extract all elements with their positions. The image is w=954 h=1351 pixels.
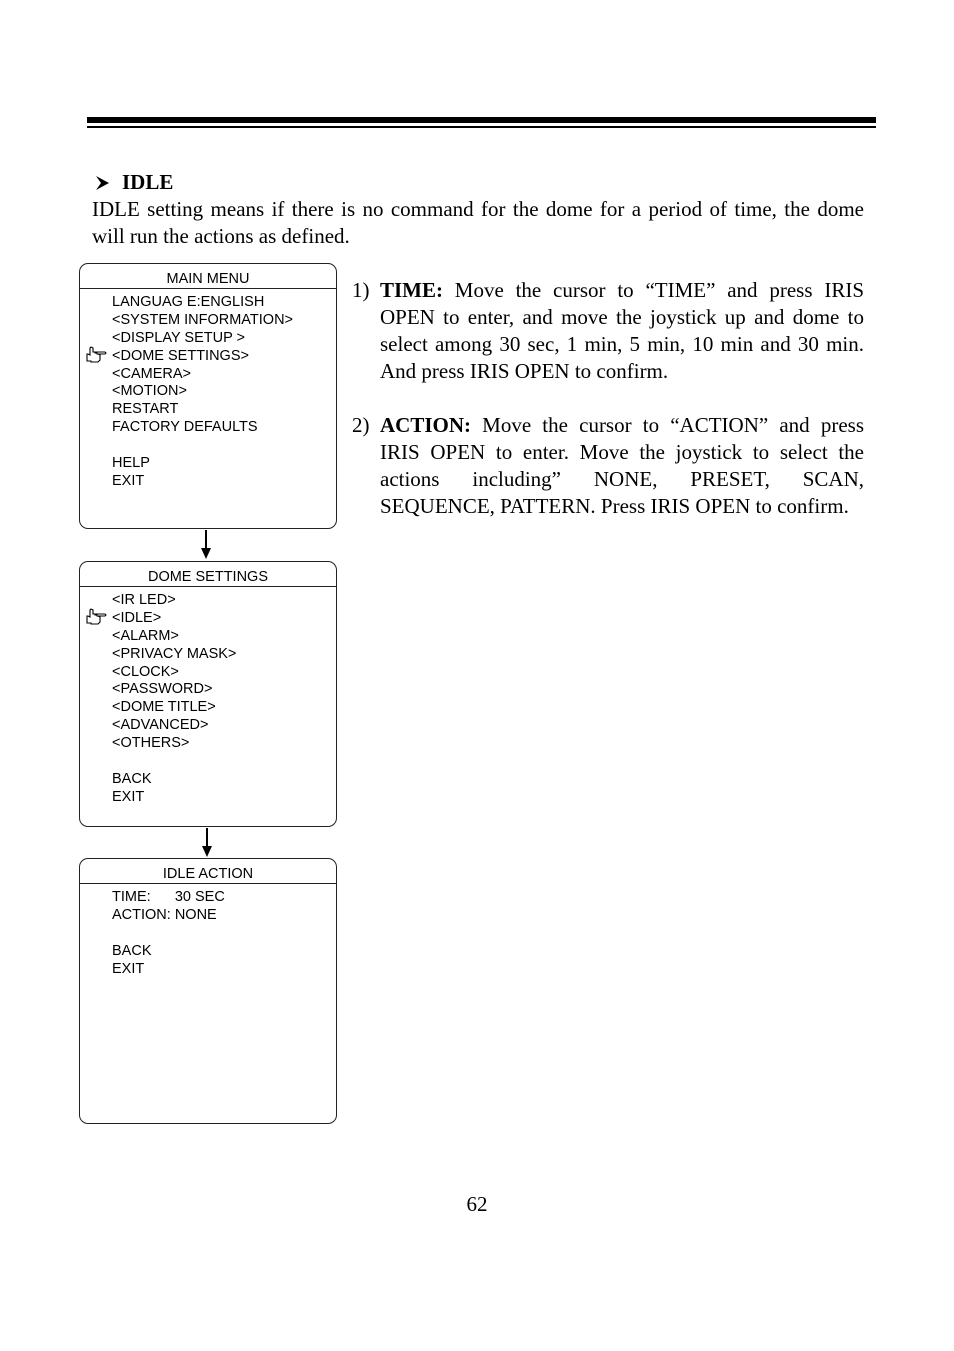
main-menu-item[interactable] bbox=[112, 382, 293, 400]
dome-settings-item[interactable] bbox=[112, 698, 236, 716]
steps-list bbox=[352, 277, 864, 520]
dome-settings-item[interactable] bbox=[112, 734, 236, 752]
idle-action-title: IDLE ACTION bbox=[80, 859, 336, 884]
menu-item-label: <CAMERA> bbox=[112, 365, 191, 382]
dome-settings-list bbox=[112, 591, 236, 806]
page-number: 62 bbox=[466, 1192, 488, 1216]
dome-settings-item[interactable] bbox=[112, 770, 236, 788]
menu-item-label: RESTART bbox=[112, 401, 179, 418]
step-number: 2) bbox=[352, 413, 370, 437]
menu-spacer bbox=[112, 924, 225, 942]
header-rule-thin bbox=[87, 126, 876, 128]
main-menu-panel bbox=[79, 263, 337, 529]
dome-settings-item[interactable] bbox=[112, 645, 236, 663]
main-menu-title: MAIN MENU bbox=[80, 264, 336, 289]
main-menu-item[interactable] bbox=[112, 472, 293, 490]
menu-spacer bbox=[112, 752, 236, 770]
step-body bbox=[380, 277, 864, 385]
menu-item-label: <IR LED> bbox=[112, 592, 176, 608]
menu-item-label: <IDLE> bbox=[112, 609, 162, 626]
section-heading bbox=[92, 170, 173, 195]
idle-action-item[interactable] bbox=[112, 960, 225, 978]
menu-item-label: ACTION: NONE bbox=[112, 906, 217, 923]
step-item bbox=[352, 412, 864, 520]
dome-settings-item[interactable] bbox=[112, 788, 236, 806]
main-menu-item[interactable] bbox=[112, 311, 293, 329]
dome-settings-item[interactable] bbox=[112, 663, 236, 681]
idle-action-list bbox=[112, 888, 225, 977]
idle-action-item[interactable] bbox=[112, 888, 225, 906]
dome-settings-item[interactable] bbox=[112, 716, 236, 734]
step-body bbox=[380, 412, 864, 520]
menu-item-label: EXIT bbox=[112, 472, 145, 489]
menu-item-label: LANGUAG E:ENGLISH bbox=[112, 294, 265, 310]
dome-settings-item[interactable] bbox=[112, 591, 236, 609]
step-text: Move the cursor to “ACTION” and press IRIS OPEN to enter. Move the joystick to select the actions including” NONE, PRESET, SCAN, SEQUENCE, PATTERN. Press IRIS OPEN to confirm. bbox=[380, 413, 864, 518]
section-title: IDLE bbox=[122, 170, 174, 194]
menu-item-label: TIME: 30 SEC bbox=[112, 889, 225, 905]
main-menu-item[interactable] bbox=[112, 418, 293, 436]
menu-item-label: <PRIVACY MASK> bbox=[112, 645, 237, 662]
arrow-down-icon bbox=[200, 530, 212, 560]
idle-action-item[interactable] bbox=[112, 942, 225, 960]
dome-settings-title: DOME SETTINGS bbox=[80, 562, 336, 587]
main-menu-list bbox=[112, 293, 293, 490]
menu-item-label: BACK bbox=[112, 942, 152, 959]
menu-item-label: <MOTION> bbox=[112, 383, 187, 400]
step-label: TIME: bbox=[380, 278, 443, 302]
menu-item-label: <SYSTEM INFORMATION> bbox=[112, 311, 294, 328]
dome-settings-item[interactable] bbox=[112, 680, 236, 698]
menu-item-label: FACTORY DEFAULTS bbox=[112, 419, 258, 436]
menu-item-label: EXIT bbox=[112, 788, 145, 805]
arrow-down-icon bbox=[201, 828, 213, 858]
main-menu-item[interactable] bbox=[112, 293, 293, 311]
dome-settings-item[interactable] bbox=[112, 609, 236, 627]
main-menu-item[interactable] bbox=[112, 400, 293, 418]
menu-item-label: EXIT bbox=[112, 960, 145, 977]
menu-item-label: BACK bbox=[112, 770, 152, 787]
pointing-hand-icon bbox=[85, 608, 107, 626]
menu-item-label: <OTHERS> bbox=[112, 735, 190, 752]
menu-item-label: <DISPLAY SETUP > bbox=[112, 329, 245, 346]
menu-item-label: <ADVANCED> bbox=[112, 717, 209, 734]
menu-item-label: <CLOCK> bbox=[112, 663, 179, 680]
step-text: Move the cursor to “TIME” and press IRIS OPEN to enter, and move the joystick up and dome to select among 30 sec, 1 min, 5 min, 10 min and 30 min. And press IRIS OPEN to confirm. bbox=[380, 278, 864, 383]
main-menu-item[interactable] bbox=[112, 365, 293, 383]
step-item bbox=[352, 277, 864, 385]
idle-action-item[interactable] bbox=[112, 906, 225, 924]
dome-settings-panel bbox=[79, 561, 337, 827]
dome-settings-item[interactable] bbox=[112, 627, 236, 645]
pointing-hand-icon bbox=[85, 346, 107, 364]
menu-item-label: HELP bbox=[112, 455, 150, 472]
menu-item-label: <PASSWORD> bbox=[112, 681, 213, 698]
menu-item-label: <DOME SETTINGS> bbox=[112, 347, 249, 364]
main-menu-item[interactable] bbox=[112, 329, 293, 347]
menu-item-label: <DOME TITLE> bbox=[112, 699, 216, 716]
arrowhead-bullet-icon bbox=[92, 173, 112, 193]
menu-spacer bbox=[112, 436, 293, 454]
step-number: 1) bbox=[352, 278, 370, 302]
main-menu-item[interactable] bbox=[112, 454, 293, 472]
header-rule-thick bbox=[87, 117, 876, 123]
step-label: ACTION: bbox=[380, 413, 472, 437]
idle-action-panel bbox=[79, 858, 337, 1124]
main-menu-item[interactable] bbox=[112, 347, 293, 365]
menu-item-label: <ALARM> bbox=[112, 627, 179, 644]
section-intro: IDLE setting means if there is no command for the dome for a period of time, the dome will run the actions as defined. bbox=[92, 197, 864, 248]
